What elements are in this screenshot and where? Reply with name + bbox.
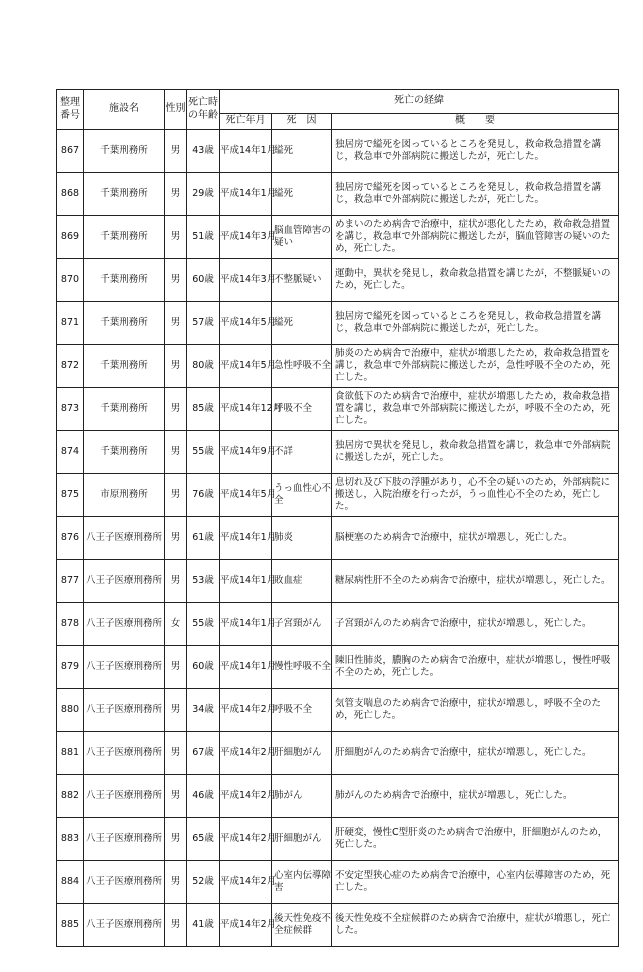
death-date: 平成14年1月	[220, 560, 272, 603]
sex-cell: 男	[165, 732, 187, 775]
row-number: 875	[57, 474, 84, 517]
age-cell: 57歳	[187, 302, 220, 345]
table-row	[57, 130, 619, 173]
death-cause: 縊死	[272, 173, 332, 216]
age-cell: 76歳	[187, 474, 220, 517]
header-row-top	[57, 90, 619, 114]
age-cell: 60歳	[187, 259, 220, 302]
death-cause: 縊死	[272, 302, 332, 345]
death-summary: 食欲低下のため病舎で治療中，症状が増悪したため，救命救急措置を講じ，救急車で外部病院に搬送したが，呼吸不全のため，死亡した。	[332, 388, 619, 431]
sex-cell: 男	[165, 818, 187, 861]
death-cause: 脳血管障害の疑い	[272, 216, 332, 259]
age-cell: 85歳	[187, 388, 220, 431]
table-row	[57, 646, 619, 689]
sex-cell: 男	[165, 474, 187, 517]
sex-cell: 男	[165, 302, 187, 345]
sex-cell: 男	[165, 861, 187, 904]
facility-name: 八王子医療刑務所	[84, 904, 165, 947]
age-cell: 55歳	[187, 431, 220, 474]
facility-name: 八王子医療刑務所	[84, 689, 165, 732]
death-date: 平成14年1月	[220, 173, 272, 216]
death-summary: 独居房で縊死を図っているところを発見し，救命救急措置を講じ，救急車で外部病院に搬送したが，死亡した。	[332, 302, 619, 345]
age-cell: 61歳	[187, 517, 220, 560]
facility-name: 八王子医療刑務所	[84, 732, 165, 775]
sex-cell: 男	[165, 517, 187, 560]
table-row	[57, 173, 619, 216]
death-cause: うっ血性心不全	[272, 474, 332, 517]
death-cause: 敗血症	[272, 560, 332, 603]
facility-name: 八王子医療刑務所	[84, 861, 165, 904]
sex-cell: 女	[165, 603, 187, 646]
facility-name: 千葉刑務所	[84, 130, 165, 173]
death-cause: 慢性呼吸不全	[272, 646, 332, 689]
death-cause: 急性呼吸不全	[272, 345, 332, 388]
facility-name: 八王子医療刑務所	[84, 646, 165, 689]
death-summary: めまいのため病舎で治療中，症状が悪化したため，救命救急措置を講じ，救急車で外部病院に搬送したが，脳血管障害の疑いのため，死亡した。	[332, 216, 619, 259]
death-cause: 呼吸不全	[272, 689, 332, 732]
death-cause: 肝細胞がん	[272, 732, 332, 775]
death-date: 平成14年1月	[220, 603, 272, 646]
header-cause: 死 因	[272, 114, 332, 130]
sex-cell: 男	[165, 173, 187, 216]
header-summary: 概 要	[332, 114, 619, 130]
death-date: 平成14年1月	[220, 646, 272, 689]
death-summary: 肺炎のため病舎で治療中，症状が増悪したため，救命救急措置を講じ，救急車で外部病院に搬送したが，急性呼吸不全のため，死亡した。	[332, 345, 619, 388]
death-date: 平成14年9月	[220, 431, 272, 474]
facility-name: 八王子医療刑務所	[84, 818, 165, 861]
table-row	[57, 560, 619, 603]
row-number: 879	[57, 646, 84, 689]
sex-cell: 男	[165, 904, 187, 947]
facility-name: 市原刑務所	[84, 474, 165, 517]
death-summary: 脳梗塞のため病舎で治療中，症状が増悪し，死亡した。	[332, 517, 619, 560]
death-date: 平成14年5月	[220, 302, 272, 345]
death-summary: 独居房で異状を発見し，救命救急措置を講じ，救急車で外部病院に搬送したが，死亡した。	[332, 431, 619, 474]
death-date: 平成14年2月	[220, 689, 272, 732]
age-cell: 29歳	[187, 173, 220, 216]
sex-cell: 男	[165, 775, 187, 818]
row-number: 878	[57, 603, 84, 646]
age-cell: 80歳	[187, 345, 220, 388]
sex-cell: 男	[165, 388, 187, 431]
facility-name: 千葉刑務所	[84, 173, 165, 216]
facility-name: 八王子医療刑務所	[84, 775, 165, 818]
table-row	[57, 603, 619, 646]
age-cell: 60歳	[187, 646, 220, 689]
death-cause: 肺がん	[272, 775, 332, 818]
row-number: 880	[57, 689, 84, 732]
death-cause: 不整脈疑い	[272, 259, 332, 302]
death-cause: 肝細胞がん	[272, 818, 332, 861]
row-number: 884	[57, 861, 84, 904]
age-cell: 67歳	[187, 732, 220, 775]
age-cell: 65歳	[187, 818, 220, 861]
death-date: 平成14年1月	[220, 517, 272, 560]
sex-cell: 男	[165, 259, 187, 302]
row-number: 882	[57, 775, 84, 818]
header-age: 死亡時の年齢	[187, 90, 220, 130]
sex-cell: 男	[165, 216, 187, 259]
sex-cell: 男	[165, 689, 187, 732]
header-sex: 性別	[165, 90, 187, 130]
death-date: 平成14年2月	[220, 818, 272, 861]
row-number: 868	[57, 173, 84, 216]
table-row	[57, 818, 619, 861]
death-summary: 運動中，異状を発見し，救命救急措置を講じたが，不整脈疑いのため，死亡した。	[332, 259, 619, 302]
table-body	[57, 130, 619, 947]
sex-cell: 男	[165, 646, 187, 689]
age-cell: 55歳	[187, 603, 220, 646]
death-summary: 陳旧性肺炎，膿胸のため病舎で治療中，症状が増悪し，慢性呼吸不全のため，死亡した。	[332, 646, 619, 689]
table-row	[57, 517, 619, 560]
row-number: 874	[57, 431, 84, 474]
death-cause: 不詳	[272, 431, 332, 474]
death-date: 平成14年5月	[220, 474, 272, 517]
death-summary: 後天性免疫不全症候群のため病舎で治療中，症状が増悪し，死亡した。	[332, 904, 619, 947]
table-row	[57, 904, 619, 947]
death-summary: 肝硬変，慢性C型肝炎のため病舎で治療中，肝細胞がんのため，死亡した。	[332, 818, 619, 861]
death-date: 平成14年2月	[220, 904, 272, 947]
death-summary: 肝細胞がんのため病舎で治療中，症状が増悪し，死亡した。	[332, 732, 619, 775]
row-number: 885	[57, 904, 84, 947]
facility-name: 千葉刑務所	[84, 345, 165, 388]
death-date: 平成14年2月	[220, 732, 272, 775]
row-number: 883	[57, 818, 84, 861]
death-summary: 独居房で縊死を図っているところを発見し，救命救急措置を講じ，救急車で外部病院に搬送したが，死亡した。	[332, 173, 619, 216]
sex-cell: 男	[165, 431, 187, 474]
row-number: 881	[57, 732, 84, 775]
table-row	[57, 732, 619, 775]
table-row	[57, 302, 619, 345]
death-cause: 呼吸不全	[272, 388, 332, 431]
table-row	[57, 689, 619, 732]
facility-name: 千葉刑務所	[84, 259, 165, 302]
table-row	[57, 345, 619, 388]
age-cell: 43歳	[187, 130, 220, 173]
facility-name: 千葉刑務所	[84, 431, 165, 474]
row-number: 872	[57, 345, 84, 388]
facility-name: 千葉刑務所	[84, 216, 165, 259]
death-cause: 縊死	[272, 130, 332, 173]
death-date: 平成14年12月	[220, 388, 272, 431]
age-cell: 52歳	[187, 861, 220, 904]
row-number: 867	[57, 130, 84, 173]
age-cell: 51歳	[187, 216, 220, 259]
death-date: 平成14年2月	[220, 775, 272, 818]
death-date: 平成14年3月	[220, 259, 272, 302]
age-cell: 41歳	[187, 904, 220, 947]
death-summary: 糖尿病性肝不全のため病舎で治療中，症状が増悪し，死亡した。	[332, 560, 619, 603]
age-cell: 53歳	[187, 560, 220, 603]
facility-name: 千葉刑務所	[84, 388, 165, 431]
death-summary: 独居房で縊死を図っているところを発見し，救命救急措置を講じ，救急車で外部病院に搬送したが，死亡した。	[332, 130, 619, 173]
table-row	[57, 474, 619, 517]
age-cell: 46歳	[187, 775, 220, 818]
death-summary: 肺がんのため病舎で治療中，症状が増悪し，死亡した。	[332, 775, 619, 818]
row-number: 877	[57, 560, 84, 603]
table-row	[57, 431, 619, 474]
death-summary: 息切れ及び下肢の浮腫があり，心不全の疑いのため，外部病院に搬送し，入院治療を行ったが，うっ血性心不全のため，死亡した。	[332, 474, 619, 517]
sex-cell: 男	[165, 560, 187, 603]
table-row	[57, 861, 619, 904]
row-number: 871	[57, 302, 84, 345]
header-details: 死亡の経緯	[220, 90, 619, 114]
header-date: 死亡年月	[220, 114, 272, 130]
death-summary: 子宮頸がんのため病舎で治療中，症状が増悪し，死亡した。	[332, 603, 619, 646]
death-date: 平成14年1月	[220, 130, 272, 173]
death-summary: 不安定型狭心症のため病舎で治療中，心室内伝導障害のため，死亡した。	[332, 861, 619, 904]
death-date: 平成14年2月	[220, 861, 272, 904]
table-row	[57, 259, 619, 302]
facility-name: 八王子医療刑務所	[84, 517, 165, 560]
death-date: 平成14年3月	[220, 216, 272, 259]
header-facility: 施設名	[84, 90, 165, 130]
facility-name: 八王子医療刑務所	[84, 603, 165, 646]
age-cell: 34歳	[187, 689, 220, 732]
table-row	[57, 216, 619, 259]
death-cause: 心室内伝導障害	[272, 861, 332, 904]
death-records-table	[56, 89, 619, 947]
header-no: 整理番号	[57, 90, 84, 130]
death-cause: 後天性免疫不全症候群	[272, 904, 332, 947]
facility-name: 八王子医療刑務所	[84, 560, 165, 603]
row-number: 870	[57, 259, 84, 302]
sex-cell: 男	[165, 130, 187, 173]
death-summary: 気管支喘息のため病舎で治療中，症状が増悪し，呼吸不全のため，死亡した。	[332, 689, 619, 732]
table-row	[57, 775, 619, 818]
death-cause: 肺炎	[272, 517, 332, 560]
death-date: 平成14年5月	[220, 345, 272, 388]
sex-cell: 男	[165, 345, 187, 388]
facility-name: 千葉刑務所	[84, 302, 165, 345]
row-number: 876	[57, 517, 84, 560]
row-number: 873	[57, 388, 84, 431]
death-cause: 子宮頸がん	[272, 603, 332, 646]
table-row	[57, 388, 619, 431]
row-number: 869	[57, 216, 84, 259]
